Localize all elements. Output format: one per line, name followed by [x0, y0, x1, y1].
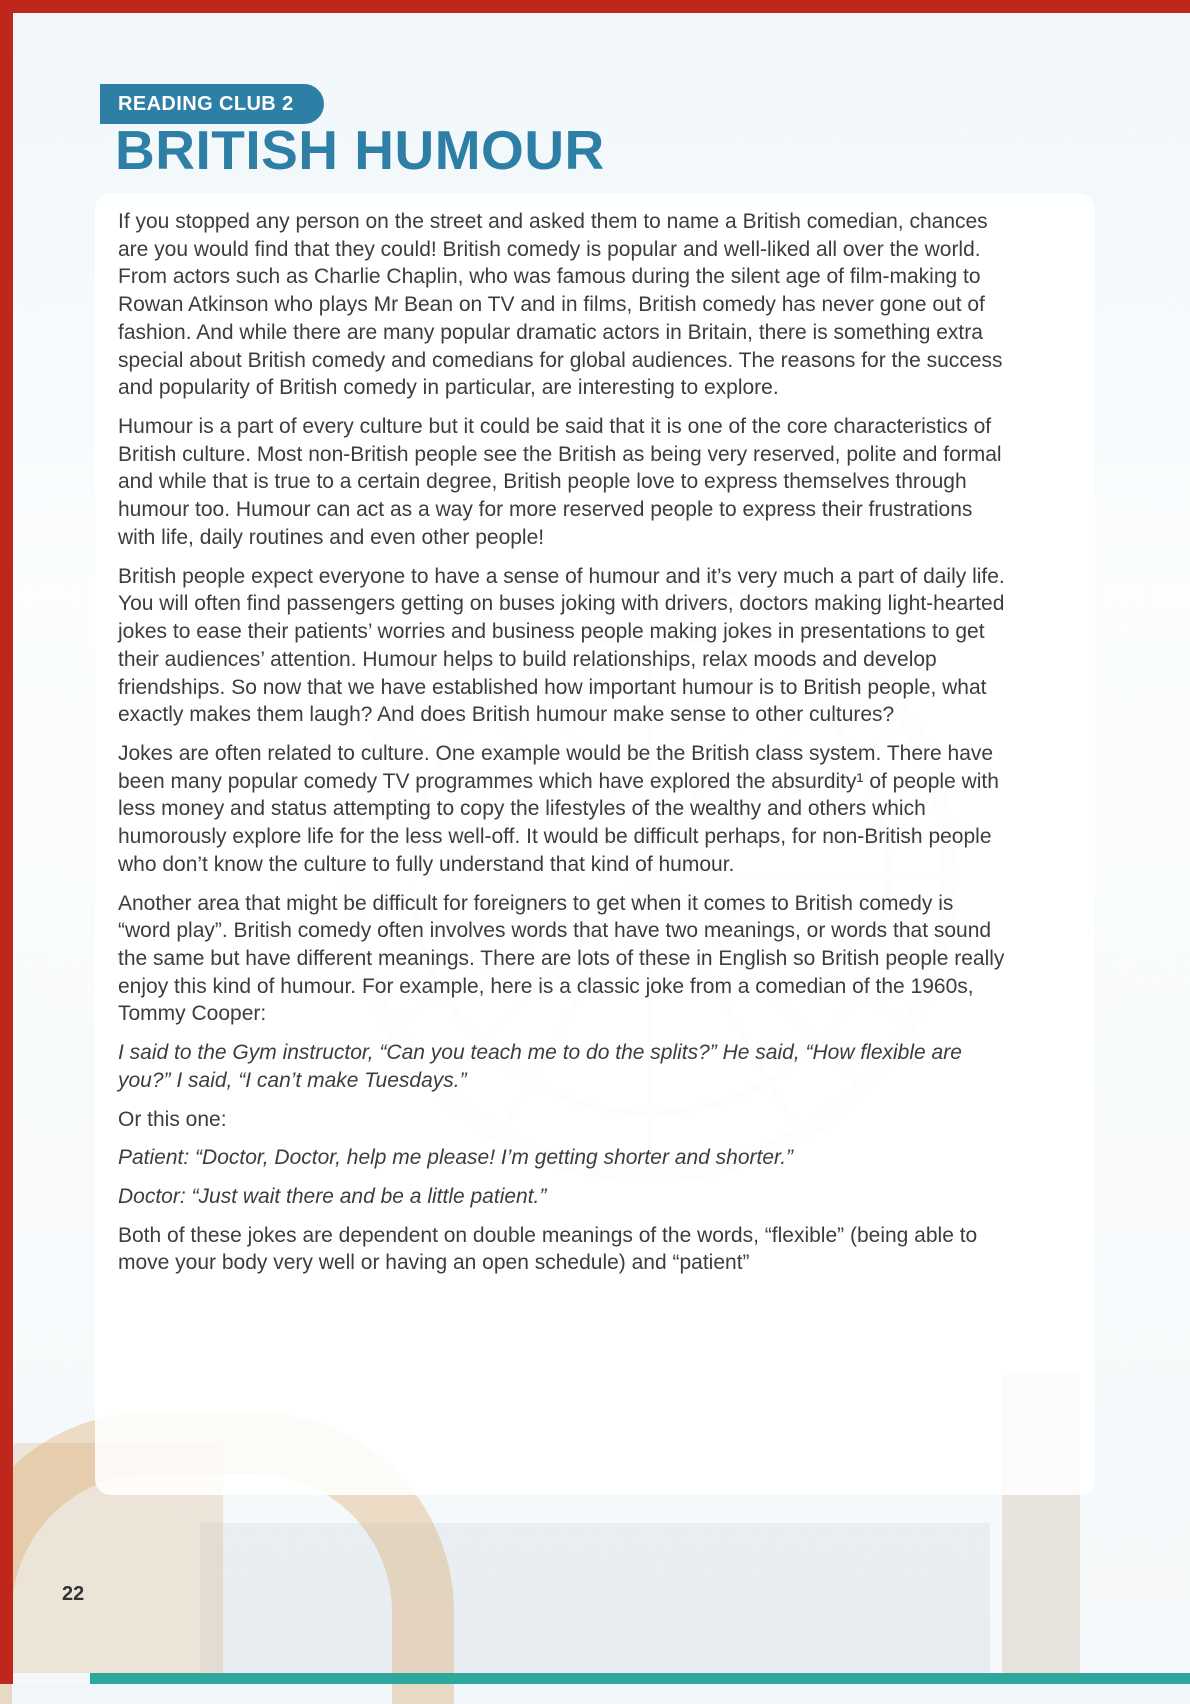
- bottom-teal-border: [90, 1673, 1190, 1684]
- top-red-border: [0, 0, 1190, 13]
- left-red-border: [0, 0, 13, 1684]
- paragraph: If you stopped any person on the street and asked them to name a British comedian, chances are you would find that they could! British comedy is popular and well-liked all over the world. From actors such as Charlie Chaplin, who was famous during the silent age of film-making to Rowan Atkinson who plays Mr Bean on TV and in films, British comedy has never gone out of fashion. And while there are many popular dramatic actors in Britain, there is something extra special about British comedy and comedians for global audiences. The reasons for the success and popularity of British comedy in particular, are interesting to explore.: [118, 210, 1003, 400]
- page-number: 22: [62, 1583, 85, 1605]
- page-title: BRITISH HUMOUR: [115, 119, 605, 181]
- paragraph: Both of these jokes are dependent on double meanings of the words, “flexible” (being able to move your body very well or having an open schedule) and “patient”: [118, 1223, 978, 1275]
- paragraph: Another area that might be difficult for foreigners to get when it comes to British comedy is “word play”. British comedy often involves words that have two meanings, or words that sound the same but have different meanings. There are lots of these in English so British people really enjoy this kind of humour. For example, here is a classic joke from a comedian of the 1960s, Tommy Cooper:: [118, 891, 1005, 1026]
- joke-paragraph: Patient: “Doctor, Doctor, help me please! I’m getting shorter and shorter.”: [118, 1146, 794, 1170]
- paragraph: Jokes are often related to culture. One example would be the British class system. There have been many popular comedy TV programmes which have explored the absurdity¹ of people with less money and status attempting to copy the lifestyles of the wealthy and others which humorously explore life for the less well-off. It would be difficult perhaps, for non-British people who don’t know the culture to fully understand that kind of humour.: [118, 741, 999, 876]
- joke-paragraph: I said to the Gym instructor, “Can you teach me to do the splits?” He said, “How flexible are you?” I said, “I can’t make Tuesdays.”: [118, 1041, 962, 1092]
- joke-paragraph: Doctor: “Just wait there and be a little patient.”: [118, 1185, 547, 1208]
- paragraph: Humour is a part of every culture but it could be said that it is one of the core characteristics of British culture. Most non-British people see the British as being very reserved, polite and formal and while that is true to a certain degree, British people love to express themselves through humour too. Humour can act as a way for more reserved people to express their frustrations with life, daily routines and even other people!: [118, 415, 1002, 549]
- paragraph: British people expect everyone to have a sense of humour and it’s very much a part of daily life. You will often find passengers getting on buses joking with drivers, doctors making light-hearted jokes to ease their patients’ worries and business people making jokes in presentations to get their audiences’ attention. Humour helps to build relationships, relax moods and develop friendships. So now that we have established how important humour is to British people, what exactly makes them laugh? And does British humour make sense to other cultures?: [118, 564, 1005, 727]
- reading-club-badge-label: READING CLUB 2: [118, 93, 294, 115]
- article-body: [118, 208, 1006, 1288]
- paragraph: Or this one:: [118, 1107, 227, 1131]
